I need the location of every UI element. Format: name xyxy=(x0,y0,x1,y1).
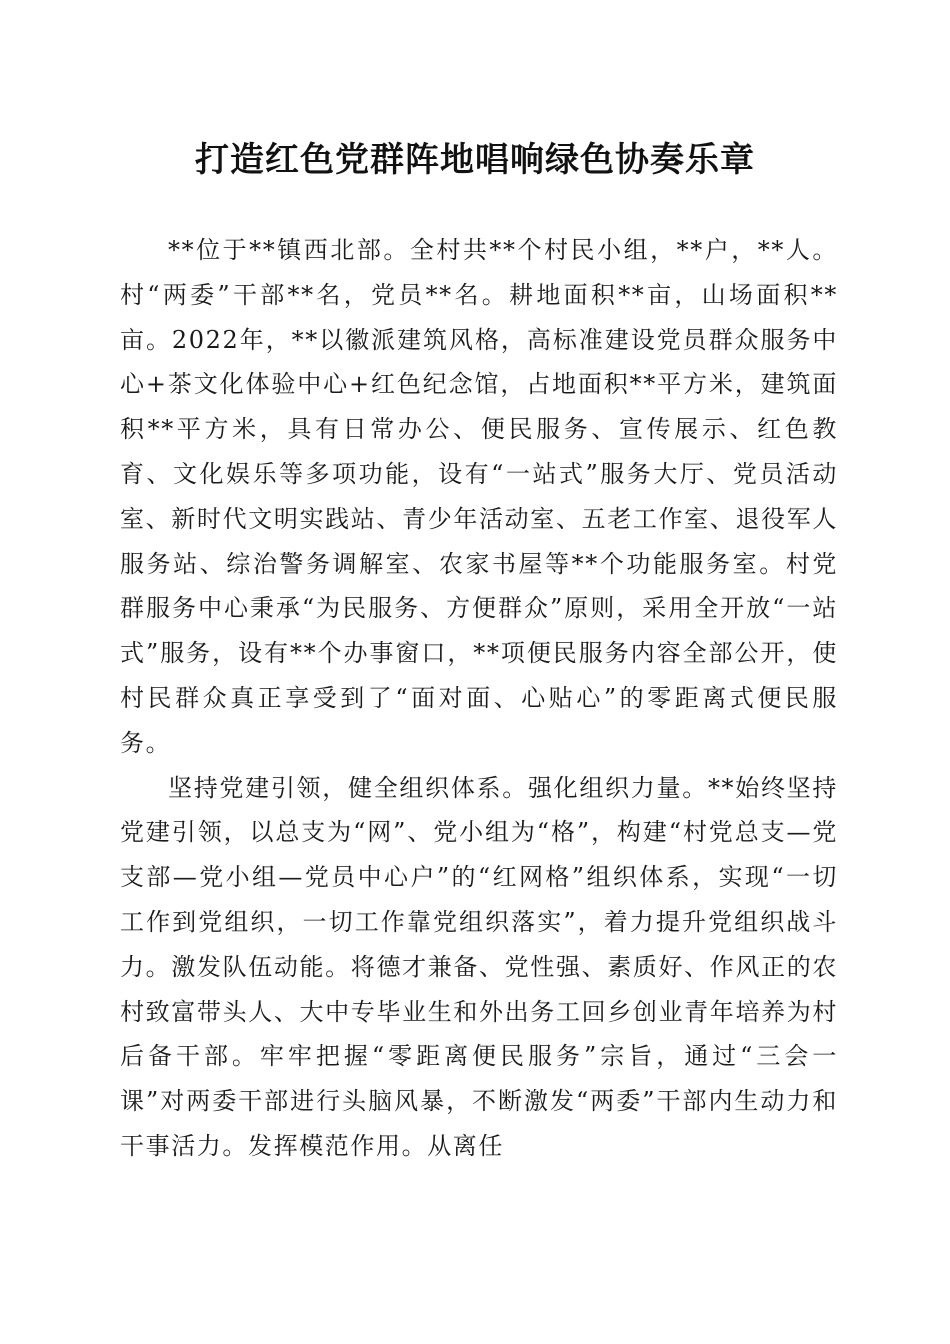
document-body xyxy=(120,228,838,1169)
paragraph-village-overview: **位于**镇西北部。全村共**个村民小组，**户，**人。村“两委”干部**名，党员**名。耕地面积**亩，山场面积**亩。2022年，**以徽派建筑风格，高标准建设党员群众服务中心+茶文化体验中心+红色纪念馆，占地面积**平方米，建筑面积**平方米，具有日常办公、便民服务、宣传展示、红色教育、文化娱乐等多项功能，设有“一站式”服务大厅、党员活动室、新时代文明实践站、青少年活动室、五老工作室、退役军人服务站、综治警务调解室、农家书屋等**个功能服务室。村党群服务中心秉承“为民服务、方便群众”原则，采用全开放“一站式”服务，设有**个办事窗口，**项便民服务内容全部公开，使村民群众真正享受到了“面对面、心贴心”的零距离式便民服务。 xyxy=(120,236,838,757)
document-title: 打造红色党群阵地唱响绿色协奏乐章 xyxy=(195,140,755,180)
paragraph-party-leadership: 坚持党建引领，健全组织体系。强化组织力量。**始终坚持党建引领，以总支为“网”、党小组为“格”，构建“村党总支—党支部—党小组—党员中心户”的“红网格”组织体系，实现“一切工作到党组织，一切工作靠党组织落实”，着力提升党组织战斗力。激发队伍动能。将德才兼备、党性强、素质好、作风正的农村致富带头人、大中专毕业生和外出务工回乡创业青年培养为村后备干部。牢牢把握“零距离便民服务”宗旨，通过“三会一课”对两委干部进行头脑风暴，不断激发“两委”干部内生动力和干事活力。发挥模范作用。从离任 xyxy=(120,773,838,1160)
